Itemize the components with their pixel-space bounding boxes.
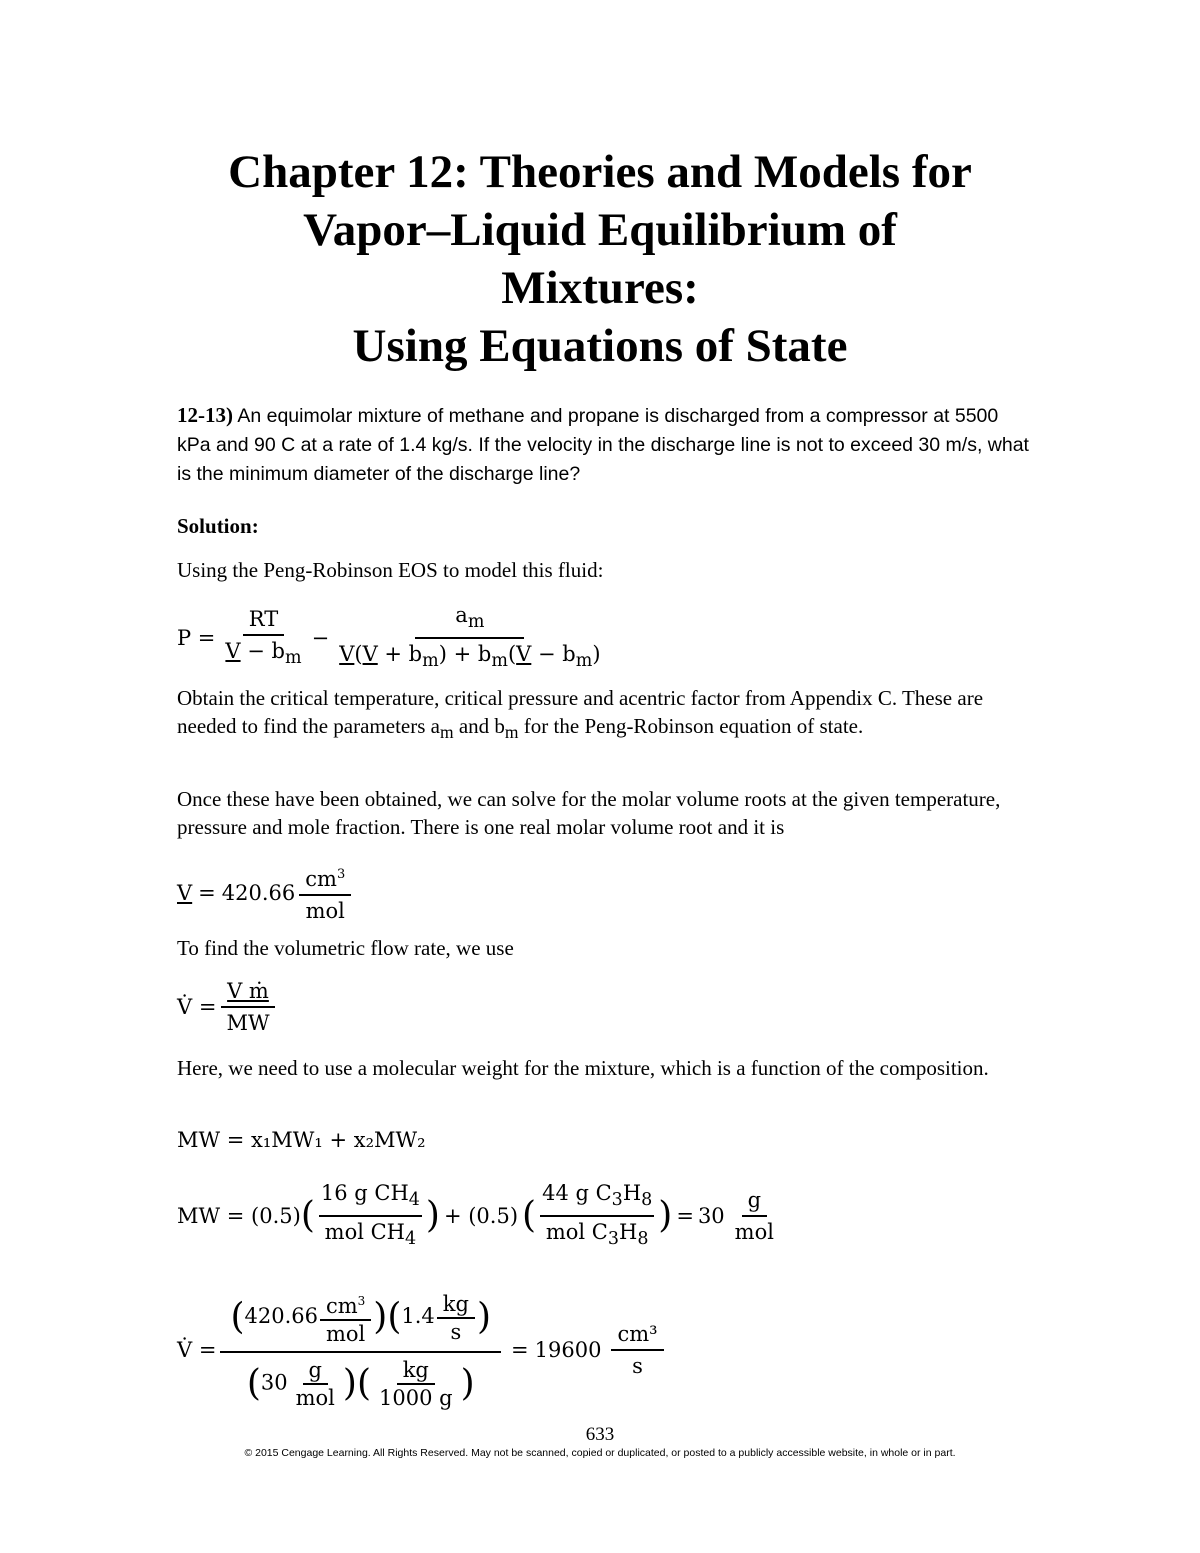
- vdot-den: MW: [226, 1011, 270, 1035]
- paragraph-1: [177, 556, 1037, 584]
- solution-heading: [177, 512, 1037, 540]
- vdot-final-fraction: [220, 1290, 501, 1409]
- title-line-2: Vapor–Liquid Equilibrium of: [303, 204, 897, 256]
- mw-equation: [177, 1128, 426, 1152]
- mw-equation-text: MW = x₁MW₁ + x₂MW₂: [177, 1128, 426, 1152]
- title-line-1: Chapter 12: Theories and Models for: [228, 146, 972, 198]
- title-line-4: Using Equations of State: [352, 320, 848, 372]
- problem-number: 12-13): [177, 403, 233, 427]
- mw-term2-num: 44 g $C_3H_8$: [542, 1181, 653, 1211]
- molar-volume-equation: [177, 862, 355, 924]
- pr-term1-num: RT: [243, 606, 284, 636]
- mw-result-unit: [729, 1187, 780, 1245]
- mw-term2: [536, 1180, 658, 1252]
- paragraph-4: [177, 934, 1037, 962]
- vdot-final-den: (30 $\frac{g}{\text{mol}}$ )( $\frac{kg}{1000 g}$ ): [246, 1358, 475, 1410]
- mw-term2-den: mol $C_3H_8$: [540, 1215, 655, 1252]
- paren-open: (: [300, 1195, 315, 1237]
- vdot-final-equation: [177, 1290, 668, 1409]
- molar-volume-value: 420.66: [221, 881, 296, 905]
- pr-term1-den: $V - b_m$: [225, 638, 302, 668]
- pr-term2-num: $a_m$: [415, 602, 524, 639]
- paragraph-2-text: Obtain the critical temperature, critical pressure and acentric factor from Appendix C. These are needed to find the parameters $a_m$ and $b_m$ for the Peng-Robinson equation of state.: [177, 686, 984, 743]
- mw-label: MW = (0.5): [177, 1204, 301, 1229]
- pr-minus: −: [311, 626, 330, 651]
- pr-term2: [333, 602, 606, 674]
- equals-sign-3: =: [511, 1337, 529, 1362]
- vdot-final-lhs: V̇ =: [177, 1337, 217, 1362]
- paren-close: ): [425, 1195, 440, 1237]
- mw-result: 30: [697, 1204, 725, 1229]
- vdot-num: V ṁ: [221, 978, 275, 1008]
- title-line-3: Mixtures:: [501, 262, 699, 314]
- vdot-result-unit: [611, 1321, 663, 1379]
- mw-result-den: mol: [734, 1220, 774, 1245]
- molar-volume-unit-num: $cm^3$: [299, 862, 351, 896]
- plus-sign: + (0.5): [443, 1204, 519, 1229]
- equals-sign: =: [198, 881, 216, 905]
- page-number: 633: [585, 1424, 615, 1445]
- molar-volume-unit-den: mol: [305, 899, 345, 923]
- vdot-result-den: s: [632, 1353, 643, 1378]
- molar-volume-unit: [299, 862, 351, 924]
- paragraph-2: [177, 684, 1037, 746]
- vdot-final-num: (420.66 $\frac{cm^3}{\text{mol}}$ )(1.4 $\frac{kg}{s}$ ): [220, 1290, 501, 1353]
- mw-term1: [315, 1180, 426, 1252]
- problem-statement: [177, 401, 1037, 488]
- vdot-result: 19600: [534, 1337, 602, 1362]
- mw-term1-den: mol $CH_4$: [319, 1215, 422, 1252]
- molar-volume-symbol: V: [177, 881, 193, 905]
- pr-term2-den: $V(V + b_m) + b_m(V - b_m)$: [339, 642, 601, 672]
- paren-open-2: (: [522, 1195, 537, 1237]
- mw-numeric-equation: [177, 1180, 784, 1252]
- paragraph-1-text: Using the Peng-Robinson EOS to model this fluid:: [177, 558, 604, 582]
- volumetric-flow-equation: [177, 978, 280, 1036]
- mw-result-num: g: [742, 1187, 767, 1217]
- paragraph-5-text: Here, we need to use a molecular weight for the mixture, which is a function of the composition.: [177, 1056, 989, 1080]
- pr-lhs: P =: [177, 626, 216, 651]
- chapter-title: [0, 143, 1200, 375]
- solution-label: Solution:: [177, 514, 259, 538]
- copyright-footer: © 2015 Cengage Learning. All Rights Reserved. May not be scanned, copied or duplicated, or posted to a publicly accessible website, in whole or in part.: [244, 1447, 956, 1459]
- paragraph-3: [177, 785, 1037, 841]
- paragraph-5: [177, 1054, 1037, 1082]
- paragraph-3-text: Once these have been obtained, we can solve for the molar volume roots at the given temperature, pressure and mole fraction. There is one real molar volume root and it is: [177, 787, 1001, 839]
- equals-sign-2: =: [676, 1204, 694, 1229]
- problem-text: An equimolar mixture of methane and propane is discharged from a compressor at 5500 kPa and 90 C at a rate of 1.4 kg/s. If the velocity in the discharge line is not to exceed 30 m/s, what is the minimum diameter of the discharge line?: [177, 405, 1029, 485]
- paragraph-4-text: To find the volumetric flow rate, we use: [177, 936, 514, 960]
- paren-close-2: ): [658, 1195, 673, 1237]
- pr-term1: [219, 606, 307, 671]
- vdot-fraction: [220, 978, 275, 1036]
- mw-term1-num: 16 g $CH_4$: [320, 1181, 420, 1211]
- vdot-symbol: V̇ =: [177, 995, 217, 1019]
- vdot-result-num: cm³: [611, 1321, 663, 1351]
- peng-robinson-equation: [177, 602, 611, 674]
